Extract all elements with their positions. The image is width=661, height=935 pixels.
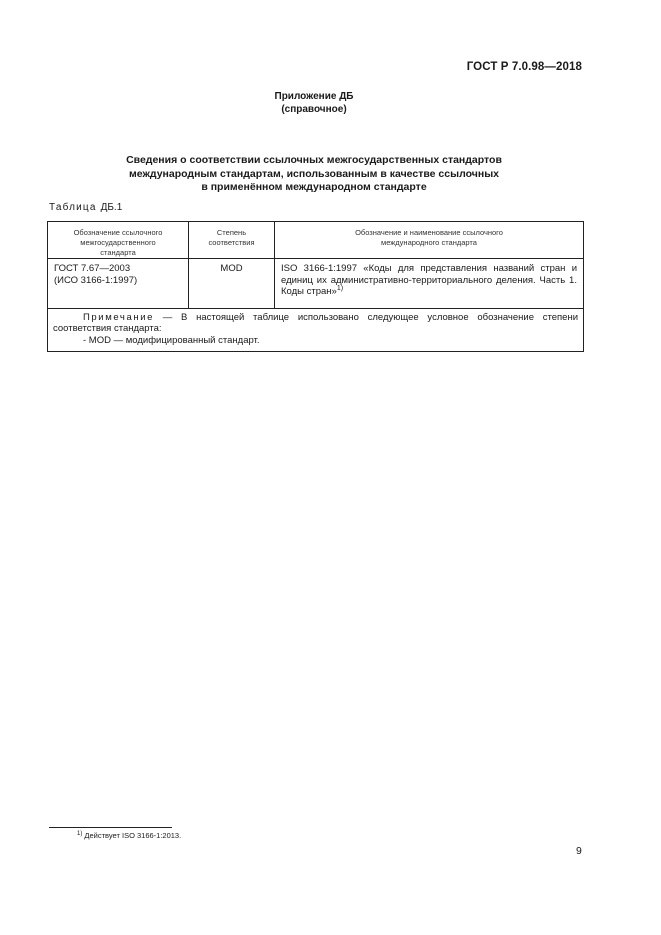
table-caption-number: ДБ.1 xyxy=(100,202,123,213)
section-title-line-3: в применённом международном стандарте xyxy=(201,181,427,193)
footnote-reference: 1) xyxy=(336,285,344,292)
page-number: 9 xyxy=(576,845,582,857)
note-text xyxy=(53,312,578,335)
standard-code: ГОСТ Р 7.0.98—2018 xyxy=(466,61,582,73)
appendix-title: Приложение ДБ xyxy=(274,91,354,102)
table-caption xyxy=(49,202,122,213)
note-item: - MOD — модифицированный стандарт. xyxy=(83,334,260,346)
footnote xyxy=(77,831,181,840)
footnote-text: Действует ISO 3166-1:2013. xyxy=(82,831,182,840)
column-header-designation: Обозначение ссылочного межгосударственного стандарта xyxy=(48,222,189,259)
footnote-divider xyxy=(49,827,172,828)
table-note xyxy=(48,308,584,352)
column-header-degree: Степень соответствия xyxy=(189,222,275,259)
footnote-mark: 1) xyxy=(77,831,83,837)
table-row xyxy=(48,259,584,309)
designation-line-2: (ИСО 3166-1:1997) xyxy=(54,274,138,286)
designation-line-1: ГОСТ 7.67—2003 xyxy=(54,263,131,274)
note-body: — В настоящей таблице использовано следующее условное обозначение степени соответствия стандарта: xyxy=(53,311,578,334)
section-title-line-2: международным стандартам, использованным в качестве ссылочных xyxy=(128,167,499,180)
section-title-line-1: Сведения о соответствии ссылочных межгосударственных стандартов xyxy=(126,154,502,166)
table-note-row xyxy=(48,308,584,352)
column-header-international: Обозначение и наименование ссылочного международного стандарта xyxy=(275,222,584,259)
appendix-heading xyxy=(0,90,628,116)
table-header-row xyxy=(48,222,584,259)
table-caption-label: Таблица xyxy=(49,202,97,213)
cell-international xyxy=(275,259,584,309)
correspondence-table xyxy=(47,221,584,352)
note-label: Примечание xyxy=(83,311,154,323)
cell-degree: MOD xyxy=(189,259,275,309)
international-standard-text: ISO 3166-1:1997 «Коды для представления названий стран и единиц их административно-территориального деления. Часть 1. Коды стран» xyxy=(281,263,577,297)
cell-designation xyxy=(48,259,189,309)
appendix-subtitle: (справочное) xyxy=(281,104,347,115)
section-title xyxy=(0,154,628,195)
